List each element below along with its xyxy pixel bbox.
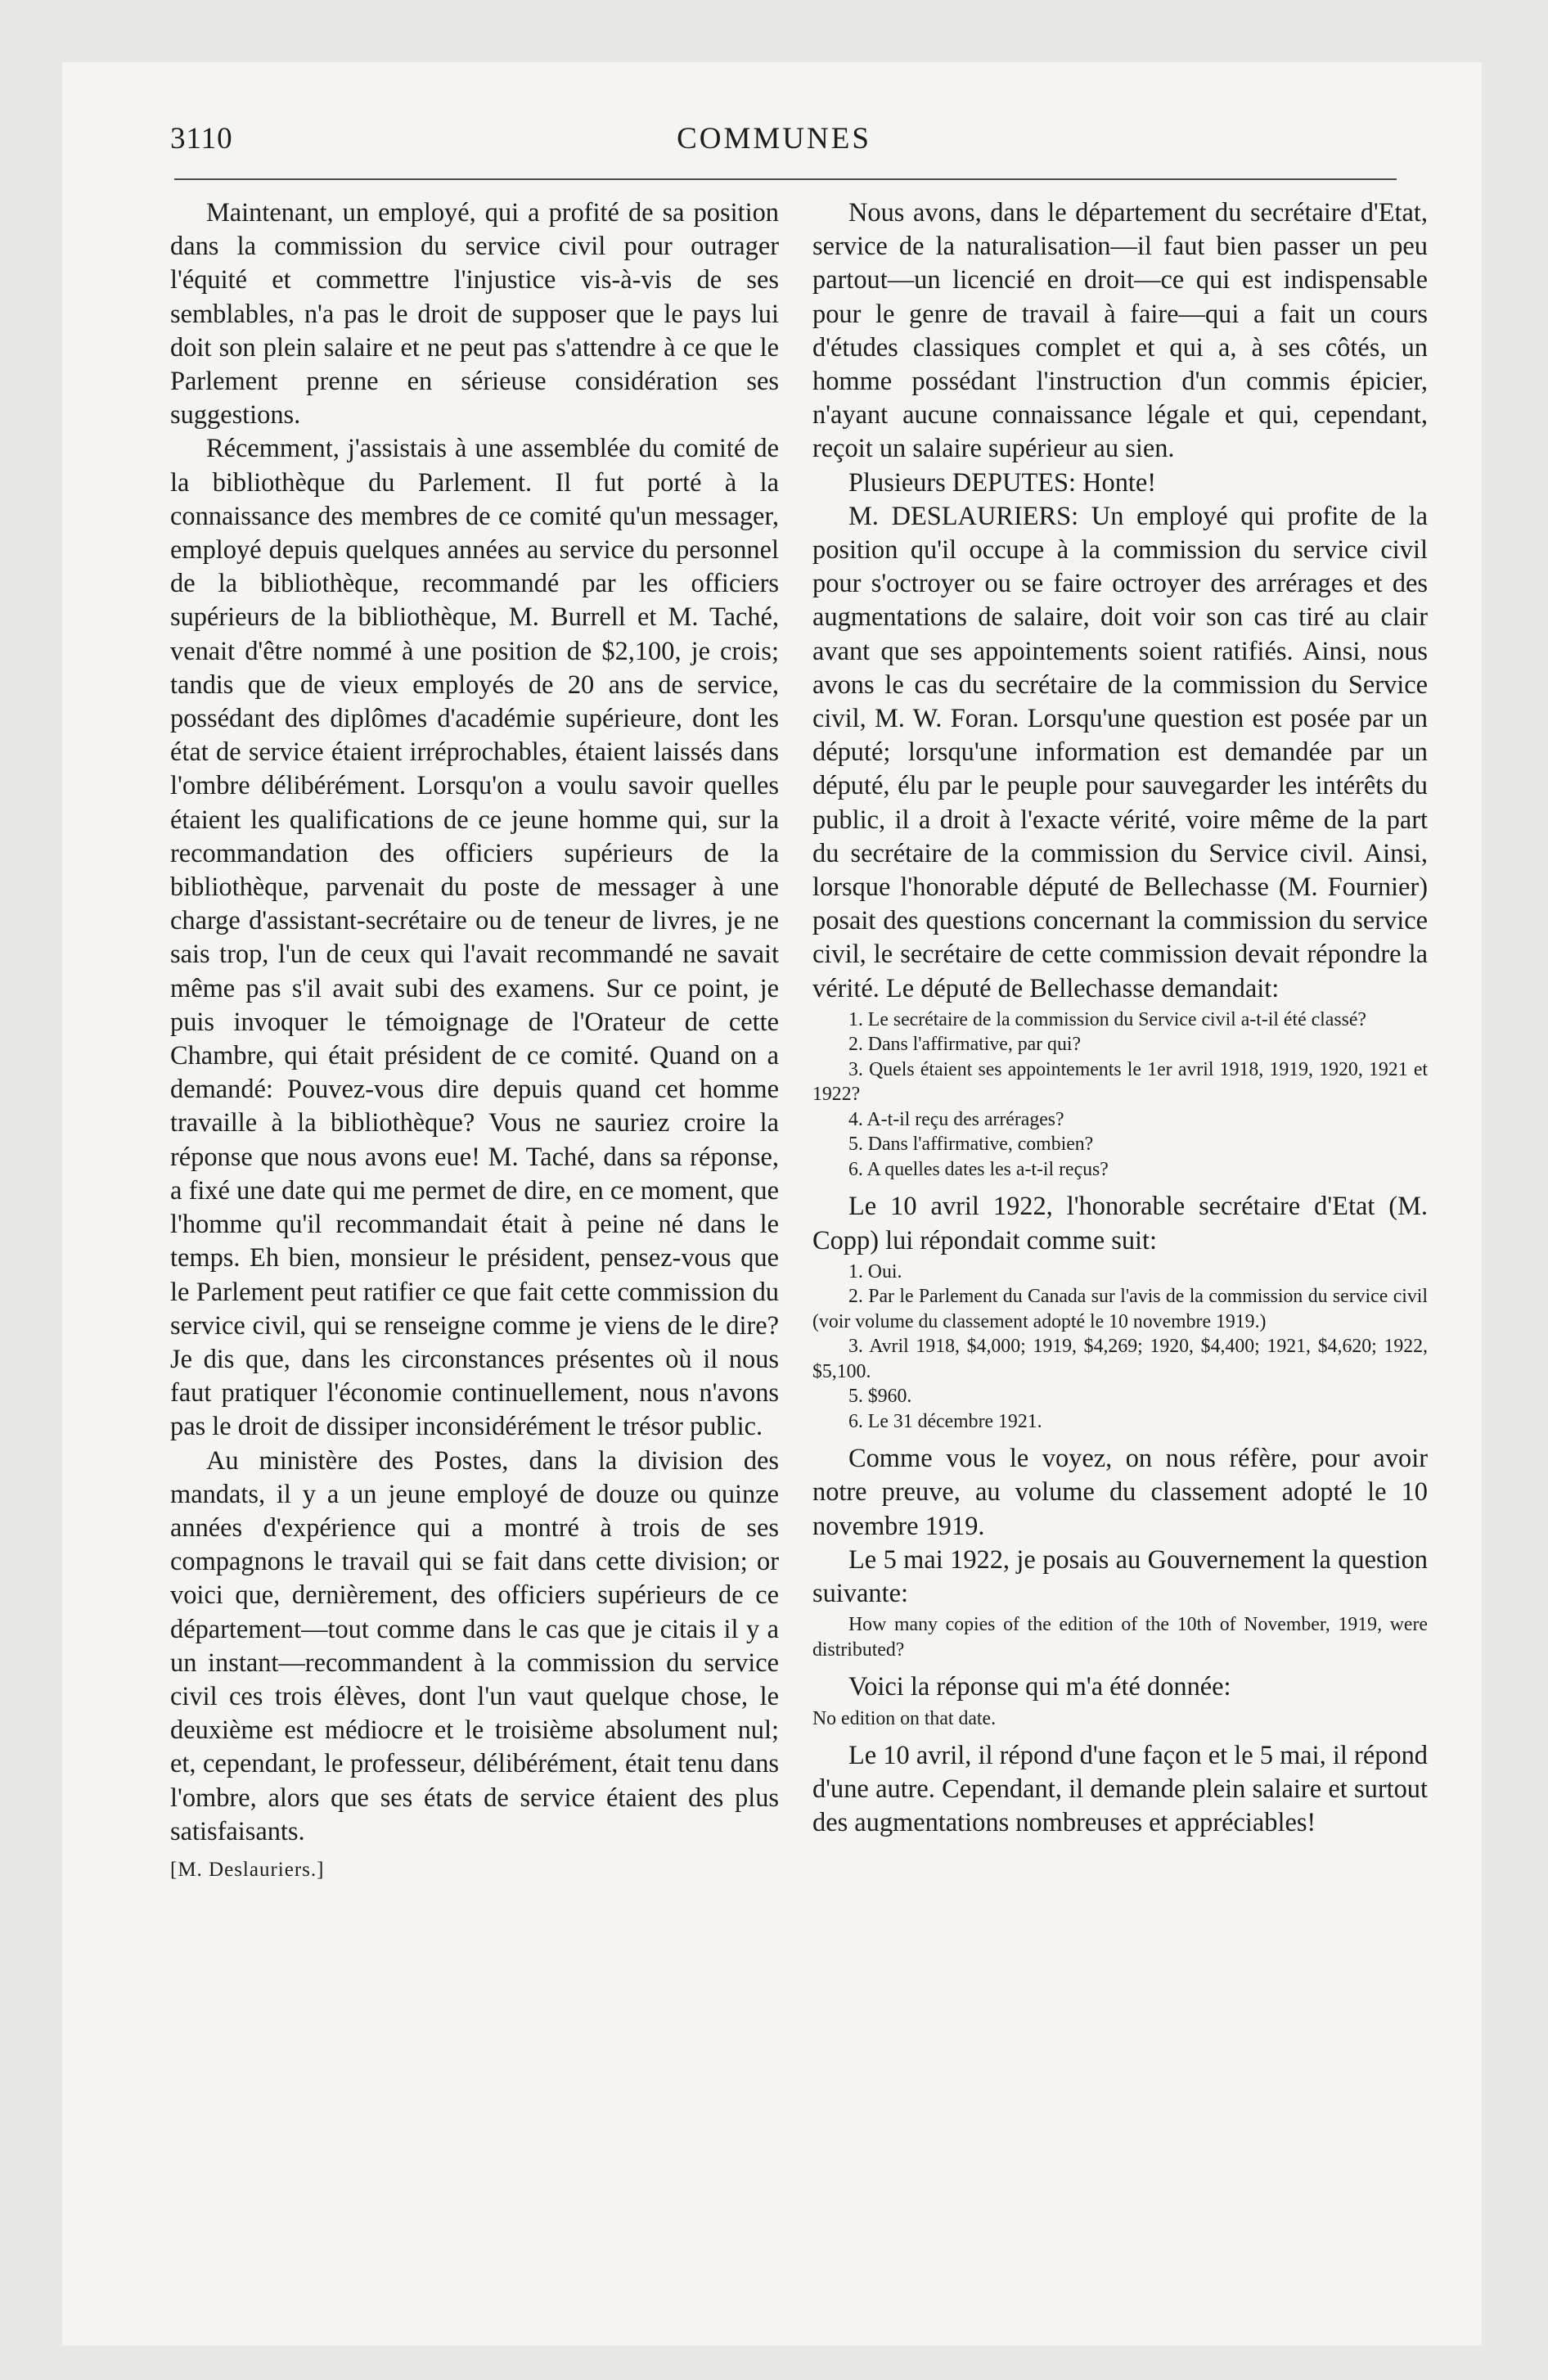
quoted-question [812,1612,1428,1662]
speaker-signature: [M. Deslauriers.] [170,1858,325,1881]
answer-item: 6. Le 31 décembre 1921. [848,1410,1042,1432]
answer-list [812,1260,1428,1435]
answer-item: 3. Avril 1918, $4,000; 1919, $4,269; 1920, $4,400; 1921, $4,620; 1922, $5,100. [812,1336,1428,1382]
answer-item: 5. $960. [848,1386,912,1408]
page-number: 3110 [170,122,233,156]
left-column [170,196,779,1883]
question-item: 6. A quelles dates les a-t-il reçus? [848,1158,1109,1180]
left-paragraph-2: Récemment, j'assistais à une assemblée du comité de la bibliothèque du Parlement. Il fut porté à la connaissance des membres de ce comité qu'un messager, employé depuis quelques années au service du personnel de la bibliothèque, recommandé par les officiers supérieurs de la bibliothèque, M. Burrell et M. Taché, venait d'être nommé à une position de $2,100, je crois; tandis que de vieux employés de 20 ans de service, possédant des diplômes d'académie supérieure, dont les état de service étaient irréprochables, étaient laissés dans l'ombre délibérément. Lorsqu'on a voulu savoir quelles étaient les qualifications de ce jeune homme qui, sur la recommandation des officiers supérieurs de la bibliothèque, parvenait du poste de messager à une charge d'assistant-secrétaire ou de teneur de livres, je ne sais trop, l'un de ceux qui l'avait recommandé ne savait même pas s'il avait subi des examens. Sur ce point, je puis invoquer le témoignage de l'Orateur de cette Chambre, qui était président de ce comité. Quand on a demandé: Pouvez-vous dire depuis quand cet homme travaille à la bibliothèque? Vous ne sauriez croire la réponse que nous avons eue! M. Taché, dans sa réponse, a fixé une date qui me permet de dire, en ce moment, que l'homme qu'il recommandait était à peine né dans le temps. Eh bien, monsieur le président, pensez-vous que le Parlement peut ratifier ce que fait cette commission du service civil, qui se renseigne comme je viens de le dire? Je dis que, dans les circonstances présentes où il nous faut pratiquer l'économie continuellement, nous n'avons pas le droit de dissiper inconsidérément le trésor public. [170,434,779,1442]
interjection: Plusieurs DEPUTES: Honte! [848,467,1157,498]
left-paragraph-1: Maintenant, un employé, qui a profité de sa position dans la commission du service civil pour outrager l'équité et commettre l'injustice vis-à-vis de ses semblables, n'a pas le droit de supposer que le pays lui doit son plein salaire et ne peut pas s'attendre à ce que le Parlement prenne en sérieuse considération ses suggestions. [170,198,779,430]
left-paragraph-3: Au ministère des Postes, dans la division des mandats, il y a un jeune employé de douze ou quinze années d'expérience qui a montré à trois de ses compagnons le travail qui se fait dans cette division; or voici que, dernièrement, des officiers supérieurs de ce département—tout comme dans le cas que je citais il y a un instant—recommandent à la commission du service civil ces trois élèves, dont l'un vaut quelque chose, le deuxième est médiocre et le troisième absolument nul; et, cependant, le professeur, délibérément, était tenu dans l'ombre, alors que ses états de service étaient des plus satisfaisants. [170,1445,779,1846]
question-item: 3. Quels étaient ses appointements le 1er avril 1918, 1919, 1920, 1921 et 1922? [812,1058,1428,1106]
right-paragraph-1: Nous avons, dans le département du secrétaire d'Etat, service de la naturalisation—il faut bien passer un peu partout—un licencié en droit—ce qui est indispensable pour le genre de travail à faire—qui a fait un cours d'études classiques complet et qui a, à ses côtés, un homme possédant l'instruction d'un commis épicier, n'ayant aucune connaissance légale et qui, cependant, reçoit un salaire supérieur au sien. [812,198,1428,464]
right-paragraph-7: Voici la réponse qui m'a été donnée: [848,1672,1231,1702]
right-paragraph-6: Le 5 mai 1922, je posais au Gouvernement la question suivante: [812,1544,1428,1609]
right-column [812,196,1428,1841]
question-item: 2. Dans l'affirmative, par qui? [848,1034,1082,1056]
question-item: 4. A-t-il reçu des arrérages? [848,1108,1064,1130]
question-list [812,1007,1428,1183]
header-rule [174,178,1397,180]
answer-item: 2. Par le Parlement du Canada sur l'avis de la commission du service civil (voir volume du classement adopté le 10 novembre 1919.) [812,1286,1428,1332]
quoted-question-text: How many copies of the edition of the 10th of November, 1919, were distributed? [812,1614,1428,1661]
right-paragraph-4: Le 10 avril 1922, l'honorable secrétaire d'Etat (M. Copp) lui répondait comme suit: [812,1192,1428,1255]
quoted-answer [812,1706,1428,1732]
quoted-answer-text: No edition on that date. [812,1707,997,1729]
answer-item: 1. Oui. [848,1260,902,1282]
question-item: 1. Le secrétaire de la commission du Service civil a-t-il été classé? [848,1008,1366,1030]
right-paragraph-8: Le 10 avril, il répond d'une façon et le 5 mai, il répond d'une autre. Cependant, il demande plein salaire et surtout des augmentations nombreuses et appréciables! [812,1741,1428,1838]
running-head: COMMUNES [677,122,871,156]
right-paragraph-3: M. DESLAURIERS: Un employé qui profite de la position qu'il occupe à la commission du service civil pour s'octroyer ou se faire octroyer des arrérages et des augmentations de salaire, doit voir son cas tiré au clair avant que ses appointements soient ratifiés. Ainsi, nous avons le cas du secrétaire de la commission du Service civil, M. W. Foran. Lorsqu'une question est posée par un député; lorsqu'une information est demandée par un député, élu par le peuple pour sauvegarder les intérêts du public, il a droit à l'exacte vérité, voire même de la part du secrétaire de la commission du Service civil. Ainsi, lorsque l'honorable député de Bellechasse (M. Fournier) posait des questions concernant la commission du service civil, le secrétaire de cette commission devait répondre la vérité. Le député de Bellechasse demandait: [812,501,1428,1003]
question-item: 5. Dans l'affirmative, combien? [848,1134,1094,1156]
right-paragraph-5: Comme vous le voyez, on nous réfère, pour avoir notre preuve, au volume du classement adopté le 10 novembre 1919. [812,1444,1428,1541]
